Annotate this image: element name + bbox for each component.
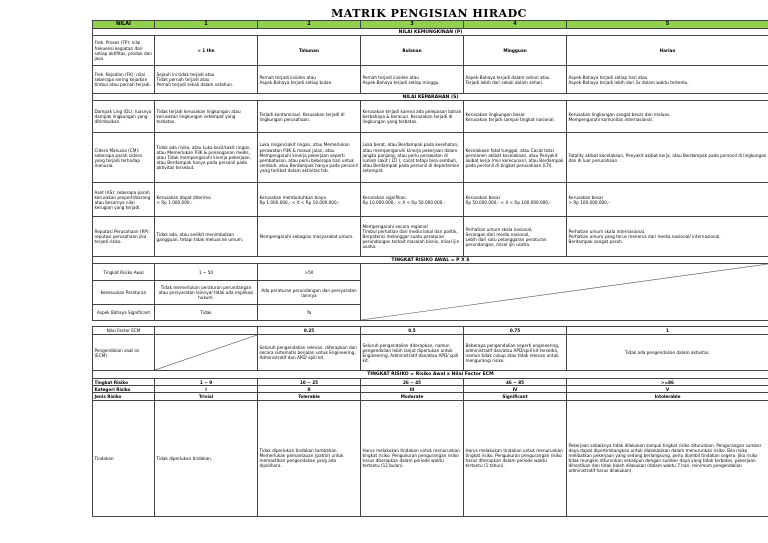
cell: Intolerable [567,393,768,400]
row-label: Kategori Risiko [93,386,155,393]
cell: 0.5 [361,327,464,335]
cell: >50 [258,264,361,281]
cell: Pekerjaan sebaiknya tidak dilakukan sampai tingkat risiko diturunkan. Pengurangan sumber daya dapat dipertimbangkan untuk dialokasikan dalam menurunkan risiko. Bila risiko melibatkan pekerjaan yang sedang berlangsung, perlu diambil tindakan segera. Jika risiko tidak mungkin diturunkan sekalipun dengan sumber daya yang tidak terbatas, pekerjaan dihentikan dan tidak boleh dilakukan (dalam waktu 7 hari, minimum pengendalian administratif harus dilakukan). [567,400,768,516]
row-label: Pengendalian saat ini (ECM) [93,335,155,371]
cell: Seluruh pengendalian diterapkan, namun pengendalian lebih lanjut diperlukan untuk Engineering, Administratif dan/atau APD/ spill kit. [361,335,464,371]
cell: Sejauh ini tidak terjadi atau Tidak pernah terjadi atau Pernah terjadi sekali dalam setahun. [155,66,258,94]
cell: Tidak diperlukan tindakan. [155,400,258,516]
cell: 46 ~ 85 [464,379,567,386]
cell: Tidak ada risiko, atau Luka kecil/sakit ringan, atau Memerlukan P3K & penanganan medis, atau Tidak mempengaruhi kinerja pekerjaan, atau Berdampak hanya pada personil pada aktivitas tersebut. [155,133,258,183]
cell: Harus melakukan tindakan untuk menurunkan tingkat risiko. Pengukuran pengurangan risiko harus diterapkan dalam periode waktu tertentu (12 bulan). [361,400,464,516]
row-label: Dampak Ling (DL): luasnya dampak lingkungan yang ditimbulkan. [93,101,155,133]
row-reputasi [93,217,768,257]
cell: Kerusakan besar > Rp 100.000.000,- [567,183,768,217]
cell: Terjadi kontaminasi. Kerusakan terjadi di lingkungan perusahaan. [258,101,361,133]
section-risiko-akhir: TINGKAT RISIKO = Risiko Awal x Nilai Factor ECM [93,371,768,379]
header-row [93,21,768,29]
row-label: Reputasi Perusahaan (RP): reputasi perusahaan jika terjadi risiko. [93,217,155,257]
cell: Tidak ada, atau sedikit menimbulkan gangguan, tetapi tidak meluas ke umum. [155,217,258,257]
cell: 26 ~ 45 [361,379,464,386]
row-nilai-ecm [93,327,768,335]
cell: II [258,386,361,393]
cell: 0.25 [258,327,361,335]
row-label: Tingkat Risiko [93,379,155,386]
cell: I [155,386,258,393]
cell: 1 ~ 9 [155,379,258,386]
row-label: Frek. Proses (FP): nilai frekuensi kegiatan dari setiap aktifitas, produk dan jasa. [93,36,155,66]
cell: Harus melakukan tindakan untuk menurunkan tingkat risiko. Pengukuran pengurangan risiko harus diterapkan dalam periode waktu tertentu (1 tahun). [464,400,567,516]
cell: 1 [567,327,768,335]
row-aset [93,183,768,217]
cell: Kerusakan terjadi karena ada pelepasan bahan berbahaya & beracun. Kerusakan terjadi di lingkungan yang terbatas. [361,101,464,133]
cell: Tidak terjadi kerusakan lingkungan atau kerusakan lingkungan setempat yang terbatas. [155,101,258,133]
row-tindakan [93,400,768,516]
cell: Aspek-Bahaya terjadi dalam sehari atau Terjadi lebih dari sekali dalam sehari. [464,66,567,94]
row-tingkat-risiko [93,379,768,386]
hiradc-matrix [92,20,768,517]
row-label: Aset (AS): seberapa parah kerusakan properti/barang atau besarnya nilai kerugian yang terjadi. [93,183,155,217]
row-jenis-risiko [93,393,768,400]
section-risiko-awal: TINGKAT RISIKO AWAL = P X S [93,257,768,264]
cell: Tolerable [258,393,361,400]
cell: Significant [464,393,567,400]
cell: Kerusakan lingkungan sangat besar dan meluas. Mempengaruhi komunitas internasional. [567,101,768,133]
cell: Ada peraturan perundangan dan persyaratan lainnya [258,281,361,305]
cell: >=86 [567,379,768,386]
cell: Kerusakan lingkungan besar. Kerusakan terjadi sampai tingkat nasional. [464,101,567,133]
row-label: Kesesuaian Peraturan [93,281,155,305]
cell: 0.75 [464,327,567,335]
cell: Pernah terjadi insiden atau Aspek-Bahaya terjadi setiap bulan. [258,66,361,94]
cell: Bulanan [361,36,464,66]
header-col-3: 3 [361,21,464,29]
row-tingkat-risiko-awal [93,264,768,281]
cell: Kerusakan besar Rp 50.000.000,- < X < Rp 100.000.000,- [464,183,567,217]
cell: 1 ~ 50 [155,264,258,281]
cell: V [567,386,768,393]
row-frek-kejadian [93,66,768,94]
cell: Pernah terjadi insiden atau Aspek-Bahaya terjadi setiap minggu. [361,66,464,94]
row-pengendalian [93,335,768,371]
row-label: Tindakan [93,400,155,516]
cell: Kerusakan membutuhkan biaya Rp 1.000.000,- < X < Rp 10.000.000,- [258,183,361,217]
section-kemungkinan: NILAI KEMUNGKINAN (P) [93,29,768,36]
row-label: Cidera Manusia (CM): seberapa parah cidera yang terjadi terhadap manusia. [93,133,155,183]
cell: III [361,386,464,393]
cell: Kecelakaan fatal tunggal, atau Cacat total permanen akibat kecelakaan, atau Penyakit akibat kerja (min kerecunan), atau Berdampak pada personil di tingkat perusahaan (LTI). [464,133,567,183]
section-keparahan: NILAI KEPARAHAN (S) [93,94,768,101]
row-label: Aspek Bahaya Significant [93,305,155,321]
header-col-4: 4 [464,21,567,29]
cell: Perhatian umum skala internasional, Perhatian umum yang terus menerus dari media nasional/ internasional, Berdampak sangat parah. [567,217,768,257]
cell: Tidak ada pengendalian dalam aktivitas. [567,335,768,371]
cell: Tidak [155,305,258,321]
cell: > 1 thn [155,36,258,66]
cell: Fatality akibat kecelakaan, Penyakit akibat kerja, atau Berdampak pada personil di lingkungan dan di luar perusahaan. [567,133,768,183]
cell: Perhatian umum skala nasional, Serangan dari media nasional, Lebih dari satu pelanggaran peraturan perundangan, misal ijin usaha. [464,217,567,257]
cell: Mingguan [464,36,567,66]
row-label: Frek. Kejadian (FK): nilai seberapa sering kejadian timbul atau pernah terjadi. [93,66,155,94]
header-label: NILAI [93,21,155,29]
cell: Aspek-Bahaya terjadi setiap hari atau Aspek-Bahaya terjadi lebih dari 3x dalam waktu tertentu. [567,66,768,94]
cell: Tahunan [258,36,361,66]
page-title: MATRIK PENGISIAN HIRADC [331,7,527,20]
diagonal-empty-cell [155,335,258,371]
cell: Mempengaruhi sebagian masyarakat umum. [258,217,361,257]
header-col-2: 2 [258,21,361,29]
cell: Mempengaruhi secara regional Timbul perhatian dari media lokal dan politik, Berpotensi melanggar suatu peraturan perundangan terkait masalah bisnis, misal ijin usaha. [361,217,464,257]
diagonal-empty-cell [361,264,768,321]
cell: 10 ~ 25 [258,379,361,386]
cell: Trivial [155,393,258,400]
row-label: Tingkat Risiko Awal [93,264,155,281]
row-label: Nilai Factor ECM [93,327,155,335]
cell: Moderate [361,393,464,400]
cell: Kerusakan signifikan Rp 10.000.000,- < X < Rp 50.000.000,- [361,183,464,217]
cell: Beberapa pengendalian seperti engineering, administratif dan/atau APD/spill kit tersedia, namun tidak cukup atau tidak relevan untuk mengurangi risiko. [464,335,567,371]
row-label: Jenis Risiko [93,393,155,400]
cell: Ya [258,305,361,321]
row-dampak-ling [93,101,768,133]
cell: Tidak diperlukan tindakan tambahan. Memerlukan pemantauan (patrol) untuk memastikan pengendalian yang ada dipelihara. [258,400,361,516]
header-col-5: 5 [567,21,768,29]
header-col-1: 1 [155,21,258,29]
cell: Luka ringan/sakit ringan, atau Memerlukan perawatan P3K & masuk jalan, atau Mempengaruhi kinerja pekerjaan seperti pembatasan, atau perlu beberapa hari untuk sembuh, atau Berdampak hanya pada personil yang terlibat dalam aktivitas tsb. [258,133,361,183]
row-kategori-risiko [93,386,768,393]
cell: Luka berat, atau Berdampak pada kesehatan, atau mempengaruhi kinerja pekerjaan dalam jangka panjang, atau perlu perawatan di rumah sakit ( LTI ), cacat tetapi bisa sembuh, atau Berdampak pada personil di departemen setempat. [361,133,464,183]
row-cidera-manusia [93,133,768,183]
cell: Kerusakan dapat diterima < Rp 1.000.000,- [155,183,258,217]
cell: Tidak memerlukan peraturan perundangan atau persyaratan lainnya/ tidak ada implikasi hukum. [155,281,258,305]
cell [155,327,258,335]
cell: Harian [567,36,768,66]
cell: IV [464,386,567,393]
cell: Seluruh pengendalian relevan, diterapkan dan secara sistematis berjalan untuk Engineering, Administratif dan APD/ spill kit. [258,335,361,371]
row-frek-proses [93,36,768,66]
